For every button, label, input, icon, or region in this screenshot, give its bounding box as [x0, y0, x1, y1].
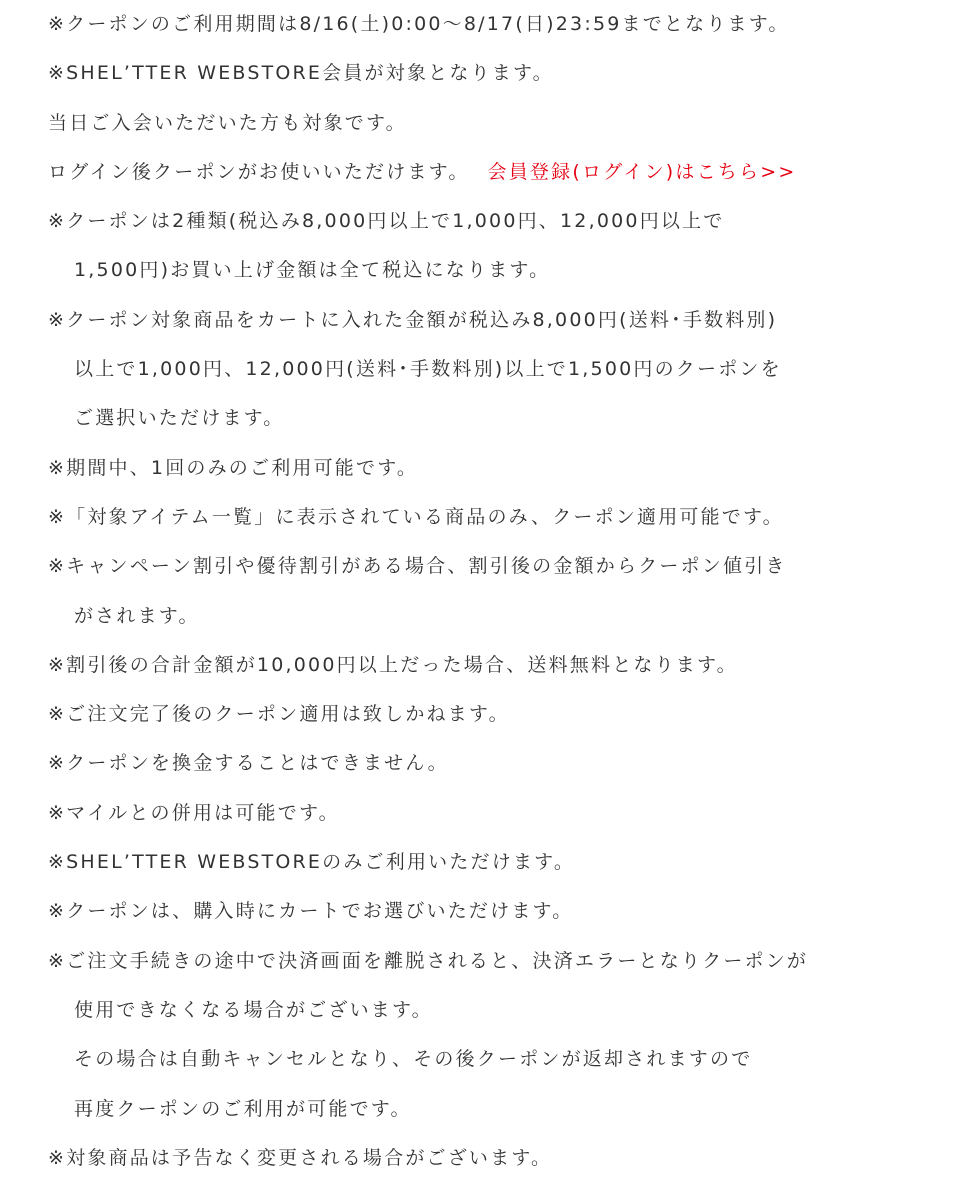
member-login-link[interactable]: 会員登録(ログイン)はこちら>> — [487, 160, 797, 183]
note-after-order: ※ご注文完了後のクーポン適用は致しかねます。 — [48, 703, 510, 726]
note-member-target: ※SHEL’TTER WEBSTORE会員が対象となります。 — [48, 62, 554, 85]
note-cart-amount: ※クーポン対象商品をカートに入れた金額が税込み8,000円(送料･手数料別) — [48, 308, 778, 331]
note-once-per-period: ※期間中、1回のみのご利用可能です。 — [48, 456, 419, 479]
note-same-day-join: 当日ご入会いただいた方も対象です。 — [48, 111, 407, 134]
note-auto-cancel: その場合は自動キャンセルとなり、その後クーポンが返却されますので — [74, 1048, 753, 1071]
note-cart-amount-cont: 以上で1,000円、12,000円(送料･手数料別)以上で1,500円のクーポンを — [74, 358, 782, 381]
note-coupon-types-cont: 1,500円)お買い上げ金額は全て税込になります。 — [74, 259, 551, 282]
note-login-text: ログイン後クーポンがお使いいただけます。 — [48, 160, 470, 183]
note-webstore-only: ※SHEL’TTER WEBSTOREのみご利用いただけます。 — [48, 851, 576, 874]
note-select-in-cart: ※クーポンは、購入時にカートでお選びいただけます。 — [48, 900, 574, 923]
note-usage-period: ※クーポンのご利用期間は8/16(土)0:00〜8/17(日)23:59までとなります。 — [48, 13, 790, 35]
note-items-may-change: ※対象商品は予告なく変更される場合がございます。 — [48, 1146, 553, 1169]
note-cart-amount-cont-2: ご選択いただけます。 — [74, 407, 285, 430]
note-login-required — [48, 148, 973, 197]
note-target-items-only: ※「対象アイテム一覧」に表示されている商品のみ、クーポン適用可能です。 — [48, 505, 784, 528]
note-payment-error: ※ご注文手続きの途中で決済画面を離脱されると、決済エラーとなりクーポンが — [48, 949, 809, 972]
coupon-terms-list — [48, 0, 973, 1183]
note-payment-error-cont: 使用できなくなる場合がございます。 — [74, 998, 433, 1021]
note-discount-order: ※キャンペーン割引や優待割引がある場合、割引後の金額からクーポン値引き — [48, 555, 787, 578]
note-auto-cancel-cont: 再度クーポンのご利用が可能です。 — [74, 1097, 412, 1120]
note-no-cash: ※クーポンを換金することはできません。 — [48, 752, 449, 775]
note-free-shipping: ※割引後の合計金額が10,000円以上だった場合、送料無料となります。 — [48, 653, 738, 676]
note-miles: ※マイルとの併用は可能です。 — [48, 801, 340, 824]
note-discount-order-cont: がされます。 — [74, 604, 200, 627]
note-coupon-types: ※クーポンは2種類(税込み8,000円以上で1,000円、12,000円以上で — [48, 210, 725, 233]
